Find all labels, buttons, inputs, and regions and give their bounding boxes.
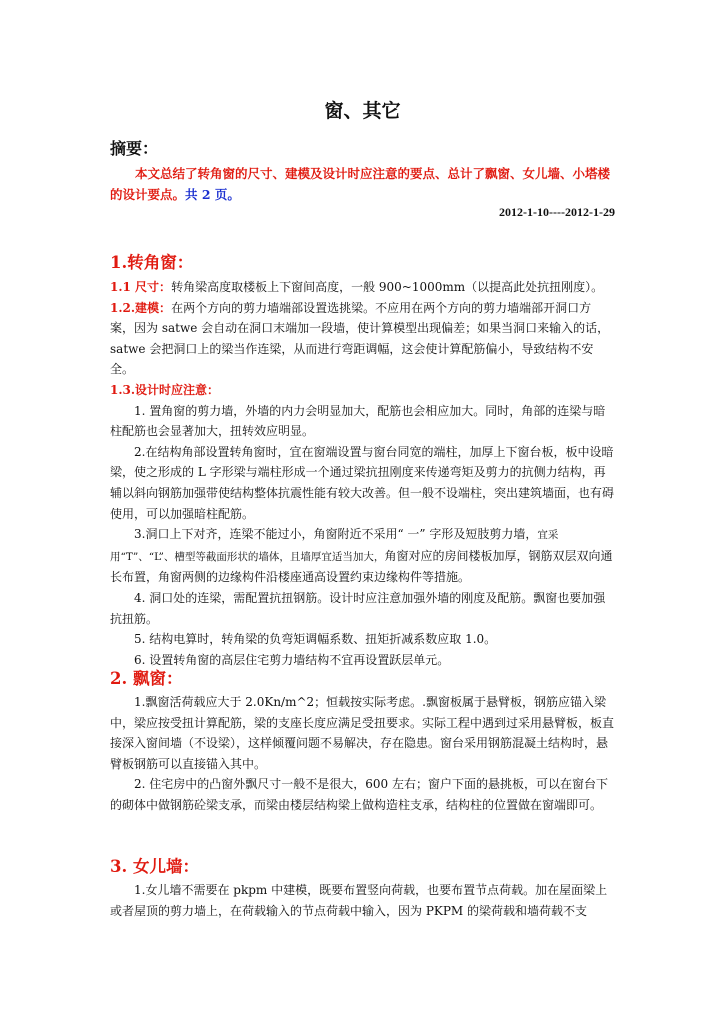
section-body-corner-window (110, 277, 615, 670)
section-body-parapet (110, 880, 615, 921)
abstract-heading: 摘要： (110, 139, 159, 158)
label-model: 1.2.建模： (110, 300, 172, 315)
text-design-3b: 宜采用“T”、“L”、槽型等截面形状的墙体，且墙厚宜适当加大， (110, 529, 559, 563)
abstract-text (110, 163, 615, 205)
para-design-5: 5. 结构电算时，转角梁的负弯矩调幅系数、扭矩折减系数应取 1.0。 (134, 632, 497, 647)
para-design-1: 1. 置角窗的剪力墙，外墙的内力会明显加大，配筋也会相应加大。同时，角部的连梁与暗柱配筋也会显著加大，扭转效应明显。 (110, 403, 606, 439)
para-model (110, 298, 615, 380)
section-heading-parapet: 3. 女儿墙： (110, 857, 199, 876)
para-design-4: 4. 洞口处的连梁，需配置抗扭钢筋。设计时应注意加强外墙的刚度及配筋。飘窗也要加强抗扭筋。 (110, 590, 606, 626)
abstract-page-count: 共 2 页。 (185, 187, 240, 202)
section-heading-corner-window: 1.转角窗： (110, 253, 194, 272)
para-bay-2: 2. 住宅房中的凸窗外飘尺寸一般不是很大，600 左右；窗户下面的悬挑板，可以在窗台下的砌体中做钢筋砼梁支承，而梁由楼层结构梁上做构造柱支承，结构柱的位置做在窗端即可。 (110, 777, 608, 812)
para-design-6: 6. 设置转角窗的高层住宅剪力墙结构不宜再设置跃层单元。 (134, 652, 450, 667)
para-bay-1: 1.飘窗活荷载应大于 2.0Kn/m^2；恒载按实际考虑。.飘窗板属于悬臂板，钢筋应锚入梁中，梁应按受扭计算配筋，梁的支座长度应满足受扭要求。实际工程中遇到过采用悬臂板，板直接深入窗间墙（不设梁），这样倾覆问题不易解决，存在隐患。窗台采用钢筋混凝土结构时，悬臂板钢筋可以直接锚入其中。 (110, 695, 615, 771)
abstract-body: 本文总结了转角窗的尺寸、建模及设计时应注意的要点、总计了飘窗、女儿墙、小塔楼的设计要点。 (110, 166, 611, 202)
para-size (110, 277, 615, 298)
section-heading-bay-window: 2. 飘窗： (110, 669, 183, 688)
text-design-3a: 3.洞口上下对齐，连梁不能过小，角窗附近不采用“ 一” 字形及短肢剪力墙， (134, 527, 538, 542)
text-design-3c: 角窗对应的房间楼板加厚，钢筋双层双向通长布置，角窗两侧的边缘构件沿楼座通高设置约束边缘构件等措施。 (110, 548, 613, 585)
page-title: 窗、其它 (324, 100, 401, 122)
text-size: 转角梁高度取楼板上下窗间高度，一般 900~1000mm（以提高此处抗扭刚度）。 (171, 280, 604, 294)
text-model: 在两个方向的剪力墙端部设置选挑梁。不应用在两个方向的剪力墙端部开洞口方案，因为 satwe 会自动在洞口末端加一段墙，使计算模型出现偏差；如果当洞口来输入的话，satwe 会把洞口上的梁当作连梁，从而进行弯距调幅，这会使计算配筋偏小，导致结构不安全。 (110, 300, 610, 377)
para-design-label (110, 380, 615, 401)
date-range: 2012-1-10----2012-1-29 (499, 205, 615, 219)
label-size: 1.1 尺寸： (110, 280, 172, 294)
section-body-bay-window (110, 692, 615, 816)
label-design: 1.3.设计时应注意： (110, 382, 220, 397)
para-parapet-1: 1.女儿墙不需要在 pkpm 中建模，既要布置竖向荷载，也要布置节点荷载。加在屋面梁上或者屋顶的剪力墙上，在荷载输入的节点荷载中输入，因为 PKPM 的梁荷载和墙荷载不支 (110, 883, 608, 918)
para-design-3 (110, 524, 615, 588)
para-design-2: 2.在结构角部设置转角窗时，宜在窗端设置与窗台同宽的端柱，加厚上下窗台板，板中设暗梁，使之形成的 L 字形梁与端柱形成一个通过梁抗扭刚度来传递弯矩及剪力的抗侧力结构，再辅以斜向钢筋加强带使结构整体抗震性能有较大改善。但一般不设端柱，突出建筑墙面，也有碍使用，可以加强暗柱配筋。 (110, 444, 615, 521)
